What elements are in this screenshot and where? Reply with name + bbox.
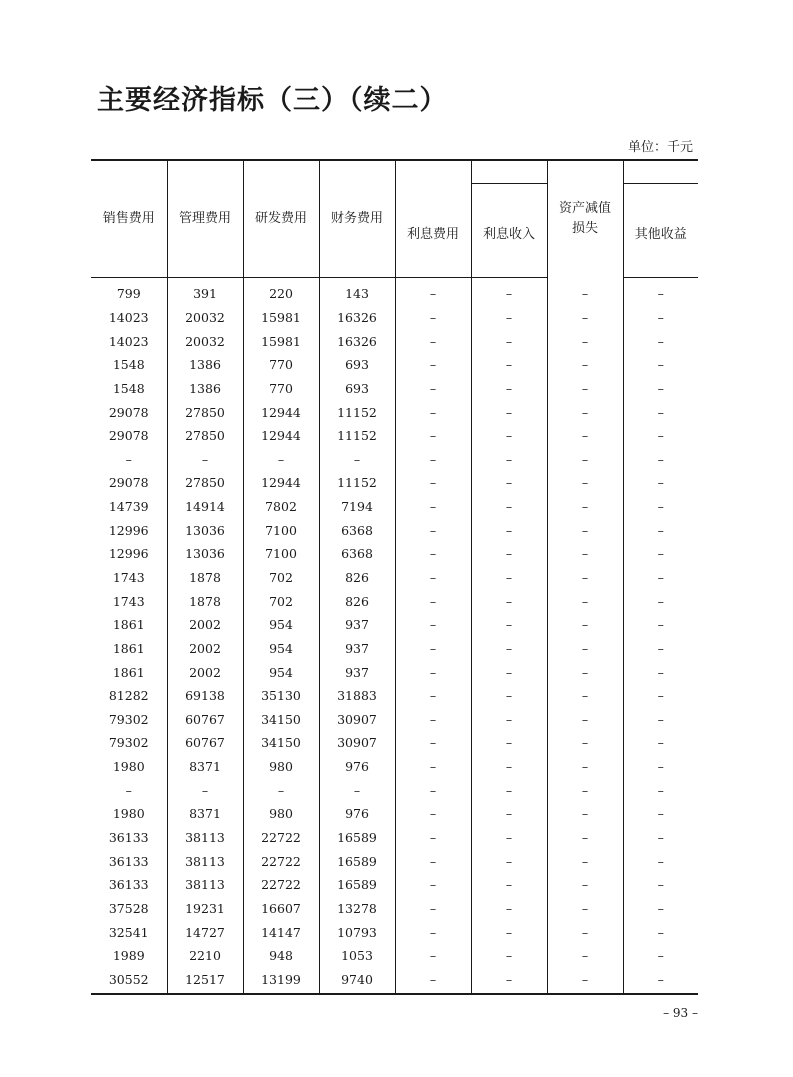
table-cell: – [657,451,664,467]
table-cell: – [395,613,471,637]
header-impairment: 资产减值 损失 [547,160,623,277]
table-row [91,518,698,542]
table-cell: – [547,897,623,921]
table-row [91,637,698,661]
table-cell: – [547,826,623,850]
table-cell: – [547,708,623,732]
table-cell: 1743 [91,589,167,613]
table-cell: 14914 [167,495,243,519]
table-cell: 12944 [243,400,319,424]
table-cell: – [471,518,547,542]
table-cell: 13199 [243,968,319,995]
table-cell: – [547,447,623,471]
table-row [91,873,698,897]
table-cell: 976 [319,755,395,779]
table-cell: – [395,802,471,826]
table-cell: – [471,660,547,684]
table-cell: 14727 [167,920,243,944]
table-cell: 6368 [319,542,395,566]
table-cell: – [471,471,547,495]
header-finance: 财务费用 [319,160,395,277]
table-cell: – [395,708,471,732]
table-cell: – [547,920,623,944]
table-cell: – [395,278,471,306]
table-cell: 937 [319,637,395,661]
table-cell: 9740 [319,968,395,995]
table-cell: 7100 [243,518,319,542]
table-cell: – [547,613,623,637]
table-cell: 7194 [319,495,395,519]
table-cell: – [471,353,547,377]
table-cell: – [657,924,664,940]
table-cell: – [657,333,664,349]
table-cell: – [547,353,623,377]
table-cell: 826 [319,566,395,590]
table-cell: 1861 [91,637,167,661]
table-cell: – [657,380,664,396]
page-title: 主要经济指标（三）（续二） [97,85,448,116]
table-row [91,566,698,590]
table-cell: – [395,589,471,613]
table-row [91,849,698,873]
table-row [91,447,698,471]
table-cell: 15981 [243,329,319,353]
table-cell: – [471,424,547,448]
table-cell: – [471,826,547,850]
table-cell: – [471,400,547,424]
table-cell: – [395,849,471,873]
table-cell: – [471,944,547,968]
table-cell: 16326 [319,329,395,353]
table-cell: 14739 [91,495,167,519]
table-cell: – [657,522,664,538]
table-cell: – [547,566,623,590]
table-cell: – [167,447,243,471]
table-row [91,495,698,519]
header-interest-income: 利息收入 [471,183,547,277]
table-cell: – [657,309,664,325]
table-cell: – [319,447,395,471]
table-row [91,613,698,637]
table-cell: 81282 [91,684,167,708]
table-cell: – [395,944,471,968]
table-cell: – [395,637,471,661]
table-cell: 29078 [91,400,167,424]
table-cell: 1548 [91,377,167,401]
table-cell: – [395,778,471,802]
table-cell: – [471,920,547,944]
table-cell: 60767 [167,708,243,732]
table-body [91,278,698,995]
table-cell: – [471,306,547,330]
table-cell: 27850 [167,400,243,424]
table-cell: 36133 [91,849,167,873]
table-cell: – [471,849,547,873]
table-cell: – [471,897,547,921]
table-cell: – [657,475,664,491]
table-cell: 79302 [91,731,167,755]
table-cell: 7802 [243,495,319,519]
page-number: – 93 – [663,1006,698,1020]
table-cell: 7100 [243,542,319,566]
table-cell: 702 [243,566,319,590]
table-cell: 30907 [319,708,395,732]
table-row [91,778,698,802]
table-cell: 13278 [319,897,395,921]
table-cell: – [319,778,395,802]
table-cell: 16326 [319,306,395,330]
table-cell: 980 [243,755,319,779]
table-cell: 16589 [319,849,395,873]
table-cell: 976 [319,802,395,826]
table-cell: 38113 [167,873,243,897]
table-cell: – [657,759,664,775]
table-row [91,471,698,495]
table-cell: – [471,278,547,306]
table-cell: – [657,900,664,916]
table-cell: – [657,617,664,633]
header-interest-expense: 利息费用 [395,183,471,277]
table-row [91,306,698,330]
table-cell: – [395,968,471,995]
table-cell: 38113 [167,849,243,873]
table-cell: – [547,518,623,542]
table-cell: – [547,944,623,968]
table-cell: – [547,873,623,897]
table-row [91,968,698,995]
table-cell: – [547,306,623,330]
table-row [91,424,698,448]
table-cell: 2002 [167,613,243,637]
table-cell: – [471,778,547,802]
table-cell: 1386 [167,353,243,377]
header-sales: 销售费用 [91,160,167,277]
table-cell: 36133 [91,873,167,897]
header-rd: 研发费用 [243,160,319,277]
table-cell: – [657,570,664,585]
table-cell: – [395,447,471,471]
table-cell: – [547,542,623,566]
table-cell: 35130 [243,684,319,708]
table-cell: 6368 [319,518,395,542]
table-cell: 16589 [319,826,395,850]
table-cell: – [547,684,623,708]
table-cell: 30552 [91,968,167,995]
table-cell: – [657,664,664,680]
table-cell: – [657,948,664,964]
table-cell: 1989 [91,944,167,968]
table-cell: 34150 [243,708,319,732]
table-cell: 948 [243,944,319,968]
table-row [91,684,698,708]
table-cell: 826 [319,589,395,613]
table-cell: 220 [243,278,319,306]
table-cell: 12996 [91,542,167,566]
table-cell: – [657,640,664,656]
table-cell: – [395,424,471,448]
table-cell: 954 [243,660,319,684]
table-cell: – [395,684,471,708]
table-cell: 19231 [167,897,243,921]
table-cell: – [395,920,471,944]
table-cell: – [657,428,664,444]
table-cell: 32541 [91,920,167,944]
table-cell: – [657,877,664,893]
header-group-spacer-3 [623,160,698,183]
table-cell: – [547,731,623,755]
table-cell: 14023 [91,306,167,330]
table-cell: – [547,849,623,873]
table-cell: 16589 [319,873,395,897]
table-cell: 60767 [167,731,243,755]
table-cell: – [471,542,547,566]
table-cell: 37528 [91,897,167,921]
table-cell: – [471,613,547,637]
table-cell: 1861 [91,613,167,637]
table-cell: 937 [319,613,395,637]
table-cell: – [395,400,471,424]
table-cell: 22722 [243,873,319,897]
table-cell: – [657,782,664,798]
table-cell: – [395,353,471,377]
table-cell: 1878 [167,566,243,590]
table-cell: – [471,377,547,401]
table-cell: 693 [319,377,395,401]
indicators-table [91,159,698,995]
table-cell: 2210 [167,944,243,968]
table-cell: 36133 [91,826,167,850]
table-cell: 1861 [91,660,167,684]
table-cell: – [471,731,547,755]
table-cell: 11152 [319,400,395,424]
table-cell: 770 [243,377,319,401]
table-cell: 1878 [167,589,243,613]
table-cell: 1386 [167,377,243,401]
table-cell: 29078 [91,424,167,448]
table-cell: 30907 [319,731,395,755]
table-cell: – [395,566,471,590]
table-cell: – [395,542,471,566]
table-cell: 1053 [319,944,395,968]
table-row [91,278,698,306]
table-cell: – [657,853,664,869]
table-cell: – [547,589,623,613]
table-cell: 27850 [167,471,243,495]
table-cell: – [91,778,167,802]
table-row [91,660,698,684]
table-cell: 34150 [243,731,319,755]
table-cell: – [395,755,471,779]
table-cell: – [547,660,623,684]
table-cell: – [471,447,547,471]
table-cell: – [623,968,698,995]
unit-label: 单位：千元 [627,140,693,155]
table-cell: – [547,495,623,519]
header-admin: 管理费用 [167,160,243,277]
table-cell: 22722 [243,826,319,850]
table-cell: 702 [243,589,319,613]
table-cell: – [657,546,664,562]
table-cell: – [547,802,623,826]
table-cell: – [243,778,319,802]
table-cell: – [471,566,547,590]
table-cell: – [471,684,547,708]
table-cell: 954 [243,637,319,661]
table-cell: – [471,329,547,353]
table-cell: 1980 [91,802,167,826]
table-cell: – [395,731,471,755]
header-group-spacer-2 [471,160,547,183]
table-cell: 2002 [167,637,243,661]
table-row [91,400,698,424]
table-cell: 12944 [243,424,319,448]
table-cell: 693 [319,353,395,377]
table-cell: 8371 [167,755,243,779]
table-cell: 16607 [243,897,319,921]
table-cell: – [91,447,167,471]
table-cell: 13036 [167,518,243,542]
table-cell: 69138 [167,684,243,708]
table-row [91,826,698,850]
table-cell: 11152 [319,471,395,495]
table-cell: 20032 [167,329,243,353]
table-cell: – [547,329,623,353]
table-cell: 1743 [91,566,167,590]
table-row [91,353,698,377]
table-cell: – [657,593,664,609]
table-cell: 391 [167,278,243,306]
table-cell: – [657,688,664,704]
table-cell: 10793 [319,920,395,944]
table-row [91,731,698,755]
table-cell: 2002 [167,660,243,684]
table-cell: 79302 [91,708,167,732]
table-cell: 20032 [167,306,243,330]
header-other-income: 其他收益 [623,183,698,277]
table-cell: – [547,471,623,495]
table-row [91,755,698,779]
table-cell: 12996 [91,518,167,542]
table-row [91,920,698,944]
table-cell: 27850 [167,424,243,448]
table-row [91,897,698,921]
table-cell: 1980 [91,755,167,779]
table-cell: – [547,424,623,448]
table-cell: 13036 [167,542,243,566]
table-cell: – [547,400,623,424]
table-cell: 29078 [91,471,167,495]
table-row [91,944,698,968]
table-cell: – [471,589,547,613]
table-cell: – [657,286,664,302]
table-cell: 22722 [243,849,319,873]
table-cell: – [167,778,243,802]
table-cell: – [471,637,547,661]
table-row [91,329,698,353]
table-cell: – [657,357,664,373]
table-row [91,708,698,732]
table-cell: – [547,778,623,802]
table-cell: – [395,873,471,897]
table-cell: – [395,660,471,684]
table-cell: 31883 [319,684,395,708]
table-cell: – [657,806,664,822]
table-cell: – [471,802,547,826]
table-row [91,377,698,401]
table-cell: 12944 [243,471,319,495]
table-cell: – [395,329,471,353]
table-cell: 14023 [91,329,167,353]
table-cell: – [657,735,664,751]
table-cell: 980 [243,802,319,826]
table-cell: – [395,377,471,401]
table-cell: – [547,755,623,779]
table-cell: 954 [243,613,319,637]
table-cell: – [395,306,471,330]
data-table-wrapper [91,159,698,995]
table-cell: 143 [319,278,395,306]
table-cell: – [657,499,664,515]
table-cell: 799 [91,278,167,306]
header-group-spacer-1 [395,160,471,183]
table-row [91,542,698,566]
table-cell: 38113 [167,826,243,850]
table-cell: – [395,471,471,495]
table-cell: – [471,495,547,519]
table-cell: 937 [319,660,395,684]
table-cell: – [657,711,664,727]
table-cell: 15981 [243,306,319,330]
table-cell: – [657,404,664,420]
table-cell: – [471,708,547,732]
table-cell: – [657,830,664,846]
table-cell: – [395,897,471,921]
table-cell: – [547,637,623,661]
table-cell: 770 [243,353,319,377]
table-cell: 8371 [167,802,243,826]
table-cell: – [471,755,547,779]
table-row [91,802,698,826]
table-cell: 1548 [91,353,167,377]
table-cell: – [243,447,319,471]
table-row [91,589,698,613]
table-cell: – [395,826,471,850]
table-cell: – [547,377,623,401]
table-cell: – [547,278,623,306]
table-cell: 12517 [167,968,243,995]
table-cell: 14147 [243,920,319,944]
table-cell: – [471,968,547,995]
table-cell: – [395,495,471,519]
table-cell: – [547,968,623,995]
table-cell: – [471,873,547,897]
table-cell: – [395,518,471,542]
table-cell: 11152 [319,424,395,448]
